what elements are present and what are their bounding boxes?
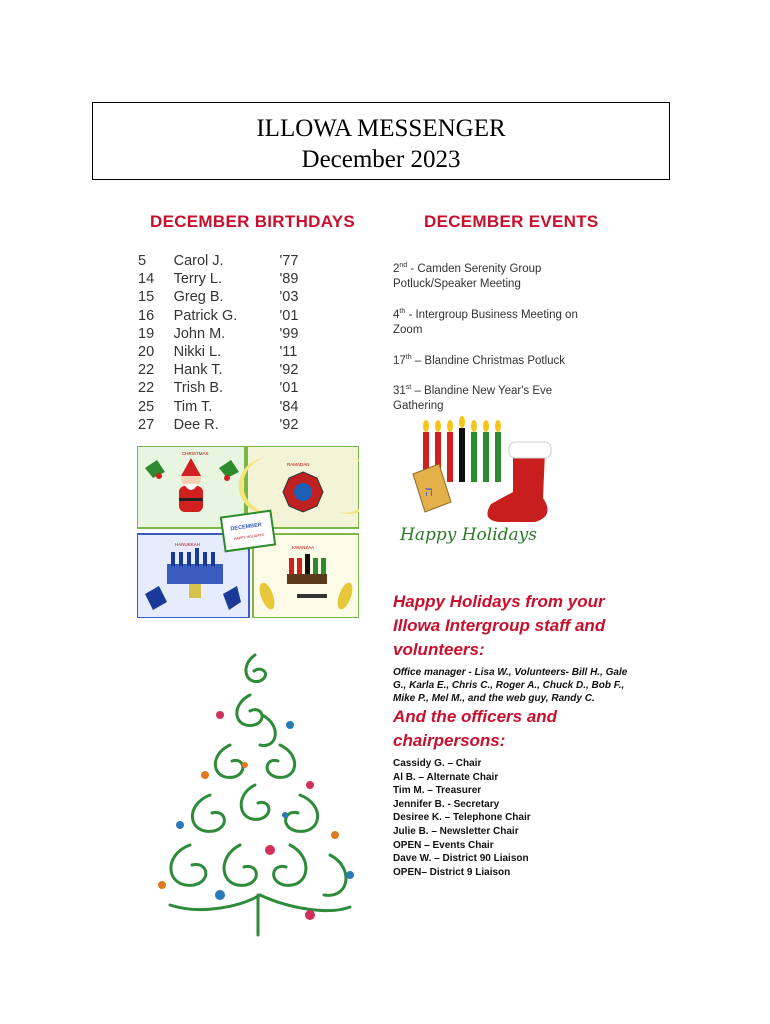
collage-center-sub: HAPPY HOLIDAYS [233,532,265,542]
event-item: 31st – Blandine New Year's Eve Gathering [393,384,553,413]
list-item: 22 Hank T. '92 [138,362,299,379]
events-heading: DECEMBER EVENTS [424,212,599,231]
holiday-collage-image [137,446,359,618]
list-item: Julie B. – Newsletter Chair [393,825,519,837]
newsletter-title: ILLOWA MESSENGER [256,115,506,142]
list-item: 14 Terry L. '89 [138,271,299,288]
event-item: 17th – Blandine Christmas Potluck [393,353,566,367]
hanukkah-label: HANUKKAH [175,542,201,547]
list-item: OPEN– District 9 Liaison [393,866,511,878]
list-item: Jennifer B. - Secretary [393,798,500,810]
event-item: 2nd - Camden Serenity Group Potluck/Speaker Meeting [393,262,542,290]
birthday-list [138,252,318,434]
collage-center-label: DECEMBER [230,522,263,533]
list-item: Tim M. – Treasurer [393,785,482,797]
christmas-tree-image [150,645,365,940]
newsletter-title-box [92,102,670,180]
list-item: 19 John M. '99 [138,325,299,342]
list-item: 5 Carol J. '77 [138,253,299,269]
list-item: Dave W. – District 90 Liaison [393,853,529,865]
event-item: 4th - Intergroup Business Meeting on Zoom [393,307,578,336]
greeting-title: Happy Holidays from your Illowa Intergroup staff and volunteers: [393,592,606,659]
list-item: OPEN – Events Chair [393,839,494,851]
events-list [393,258,603,426]
list-item: Cassidy G. – Chair [393,758,482,769]
list-item: 27 Dee R. '92 [138,416,299,433]
list-item: Al B. – Alternate Chair [393,771,499,783]
list-item: 20 Nikki L. '11 [138,343,298,360]
list-item: 16 Patrick G. '01 [138,307,299,324]
svg-text:ה: ה [425,484,434,500]
happy-holidays-script: Happy Holidays [400,525,538,545]
birthdays-heading: DECEMBER BIRTHDAYS [150,212,356,231]
list-item: Desiree K. – Telephone Chair [393,812,531,824]
officers-title: And the officers and chairpersons: [393,707,558,750]
kwanzaa-label: KWANZAA [292,545,315,550]
newsletter-date: December 2023 [301,146,461,173]
greeting-block [393,590,633,879]
list-item: 22 Trish B. '01 [138,380,299,397]
officers-list [393,757,633,879]
list-item: 15 Greg B. '03 [138,289,299,306]
list-item: 25 Tim T. '84 [138,398,299,415]
ramadan-label: RAMADAN [287,462,310,467]
staff-list: Office manager - Lisa W., Volunteers- Bill H., Gale G., Karla E., Chris C., Roger A., Chuck D., Bob F., Mike P., Mel M., and the web guy, Randy C. [393,667,628,704]
christmas-label: CHRISTMAS [182,451,209,456]
